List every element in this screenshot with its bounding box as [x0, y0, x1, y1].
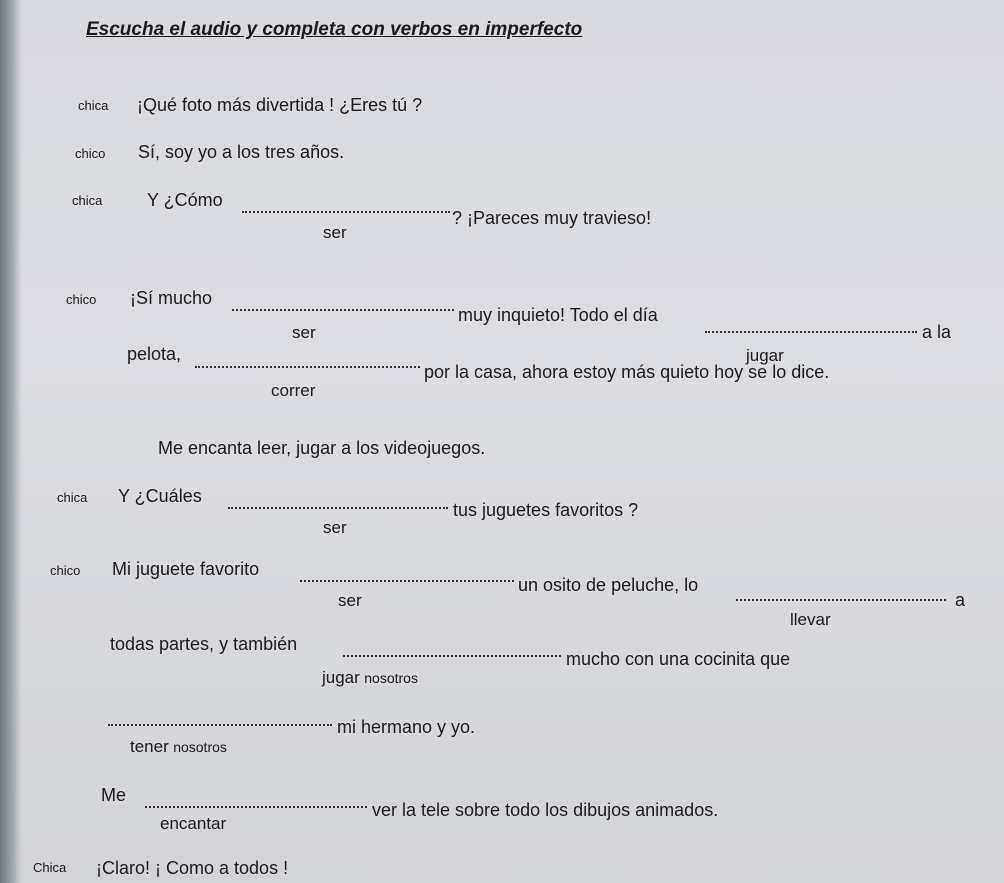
- dialogue-line: ¡Qué foto más divertida ! ¿Eres tú ?: [137, 95, 423, 115]
- dialogue-line: Me encanta leer, jugar a los videojuegos.: [158, 438, 486, 458]
- verb-hint-subject: nosotros: [364, 670, 418, 686]
- dialogue-text: mi hermano y yo.: [337, 717, 476, 737]
- verb-hint: ser: [338, 591, 362, 610]
- speaker-label: chico: [50, 563, 81, 578]
- speaker-label: chica: [78, 98, 109, 113]
- dialogue-text: Y ¿Cómo: [147, 190, 223, 210]
- verb-hint: [322, 668, 418, 688]
- speaker-label: chico: [75, 146, 106, 161]
- verb-hint: correr: [271, 381, 316, 400]
- verb-hint: [130, 737, 227, 757]
- verb-hint-verb: tener: [130, 737, 169, 756]
- verb-hint-verb: jugar: [322, 668, 360, 687]
- dialogue-text: a la: [922, 322, 952, 342]
- paper-edge: [0, 0, 22, 883]
- verb-hint: llevar: [790, 610, 831, 629]
- verb-hint: jugar: [746, 346, 784, 365]
- dialogue-text: todas partes, y también: [110, 634, 298, 654]
- answer-blank[interactable]: [195, 352, 420, 368]
- verb-hint: ser: [323, 518, 347, 537]
- dialogue-text: ver la tele sobre todo los dibujos animados.: [372, 800, 719, 820]
- dialogue-text: un osito de peluche, lo: [518, 575, 699, 595]
- verb-hint: ser: [292, 323, 316, 342]
- speaker-label: chica: [57, 490, 88, 505]
- answer-blank[interactable]: [705, 317, 917, 333]
- dialogue-text: por la casa, ahora estoy más quieto hoy se lo dice.: [424, 362, 830, 382]
- dialogue-text: Mi juguete favorito: [112, 559, 260, 579]
- dialogue-text: ? ¡Pareces muy travieso!: [452, 208, 652, 228]
- answer-blank[interactable]: [108, 710, 332, 726]
- dialogue-text: ¡Sí mucho: [130, 288, 213, 308]
- answer-blank[interactable]: [228, 493, 448, 509]
- exercise-title: Escucha el audio y completa con verbos en imperfecto: [86, 19, 583, 40]
- answer-blank[interactable]: [300, 566, 514, 582]
- answer-blank[interactable]: [343, 641, 561, 657]
- dialogue-text: Me: [101, 785, 127, 805]
- dialogue-text: a: [955, 590, 966, 610]
- dialogue-text: mucho con una cocinita que: [566, 649, 791, 669]
- verb-hint: encantar: [160, 814, 227, 833]
- answer-blank[interactable]: [242, 197, 450, 213]
- answer-blank[interactable]: [145, 792, 367, 808]
- dialogue-text: tus juguetes favoritos ?: [453, 500, 639, 520]
- speaker-label: Chica: [33, 860, 67, 875]
- dialogue-line: ¡Claro! ¡ Como a todos !: [96, 858, 289, 878]
- dialogue-text: muy inquieto! Todo el día: [458, 305, 658, 325]
- speaker-label: chico: [66, 292, 97, 307]
- verb-hint-subject: nosotros: [173, 739, 227, 755]
- speaker-label: chica: [72, 193, 103, 208]
- answer-blank[interactable]: [736, 585, 946, 601]
- dialogue-line: Sí, soy yo a los tres años.: [138, 142, 345, 162]
- answer-blank[interactable]: [232, 295, 454, 311]
- dialogue-text: pelota,: [127, 344, 182, 364]
- dialogue-text: Y ¿Cuáles: [118, 486, 202, 506]
- verb-hint: ser: [323, 223, 347, 242]
